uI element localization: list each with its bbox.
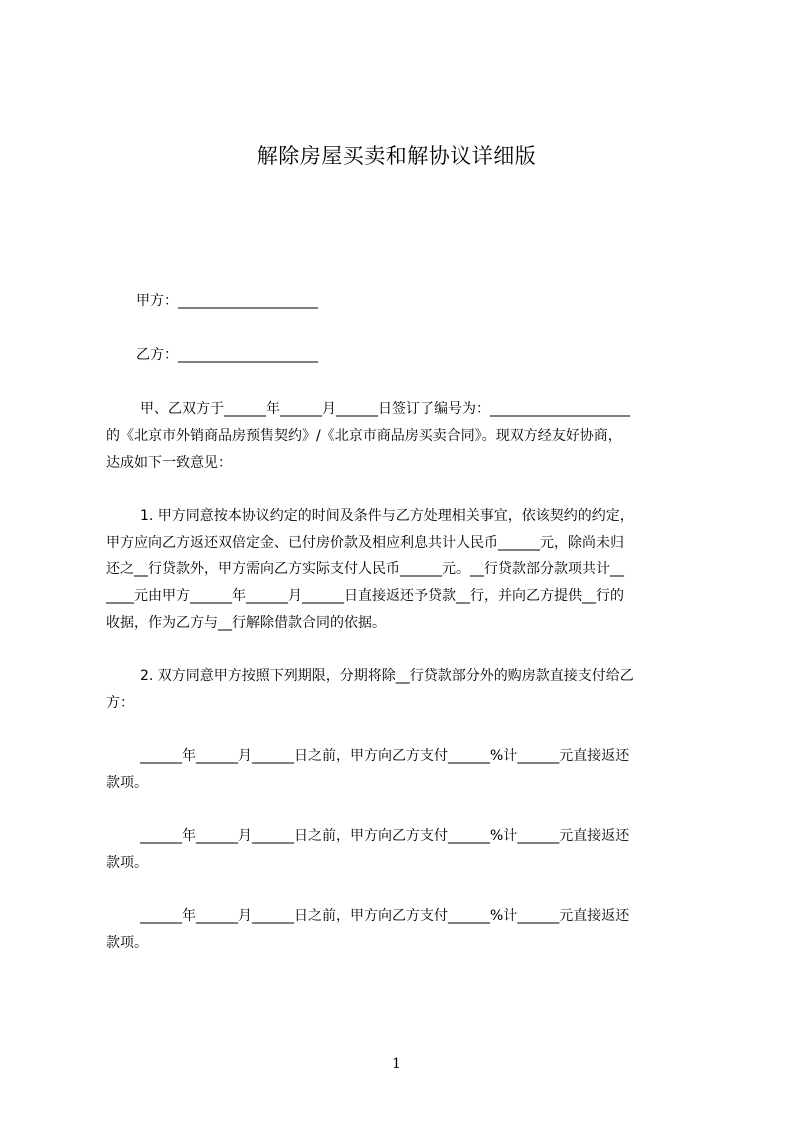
clause1-line-1: 1. 甲方同意按本协议约定的时间及条件与乙方处理相关事宜，依该契约的约定， <box>140 508 634 524</box>
installment-3-line-2: 款项。 <box>106 935 148 951</box>
installment-2-line-1: ______年______月______日之前，甲方向乙方支付______%计______元直接返还 <box>140 828 630 844</box>
clause1-line-2: 甲方应向乙方返还双倍定金、已付房价款及相应利息共计人民币______元，除尚未归 <box>106 535 624 551</box>
intro-line-2: 的《北京市外销商品房预售契约》/《北京市商品房买卖合同》。现双方经友好协商， <box>106 428 622 444</box>
clause1-line-3: 还之__行贷款外，甲方需向乙方实际支付人民币______元。__行贷款部分款项共计__ <box>106 561 624 577</box>
intro-line-1: 甲、乙双方于______年______月______日签订了编号为：____________________ <box>140 401 630 417</box>
clause1-line-4: ____元由甲方______年______月______日直接返还予贷款__行，并向乙方提供__行的 <box>106 588 624 604</box>
installment-3-line-1: ______年______月______日之前，甲方向乙方支付______%计______元直接返还 <box>140 908 630 924</box>
party-a-line: 甲方：____________________ <box>136 293 318 309</box>
installment-1-line-1: ______年______月______日之前，甲方向乙方支付______%计______元直接返还 <box>140 748 630 764</box>
document-title: 解除房屋买卖和解协议详细版 <box>256 144 537 168</box>
installment-1-line-2: 款项。 <box>106 775 148 791</box>
installment-2-line-2: 款项。 <box>106 855 148 871</box>
page-number: 1 <box>392 1056 401 1072</box>
intro-line-3: 达成如下一致意见： <box>106 455 232 471</box>
clause2-line-2: 方： <box>106 695 134 711</box>
clause1-line-5: 收据，作为乙方与__行解除借款合同的依据。 <box>106 615 386 631</box>
party-b-line: 乙方：____________________ <box>136 347 318 363</box>
clause2-line-1: 2. 双方同意甲方按照下列期限，分期将除__行贷款部分外的购房款直接支付给乙 <box>140 668 634 684</box>
